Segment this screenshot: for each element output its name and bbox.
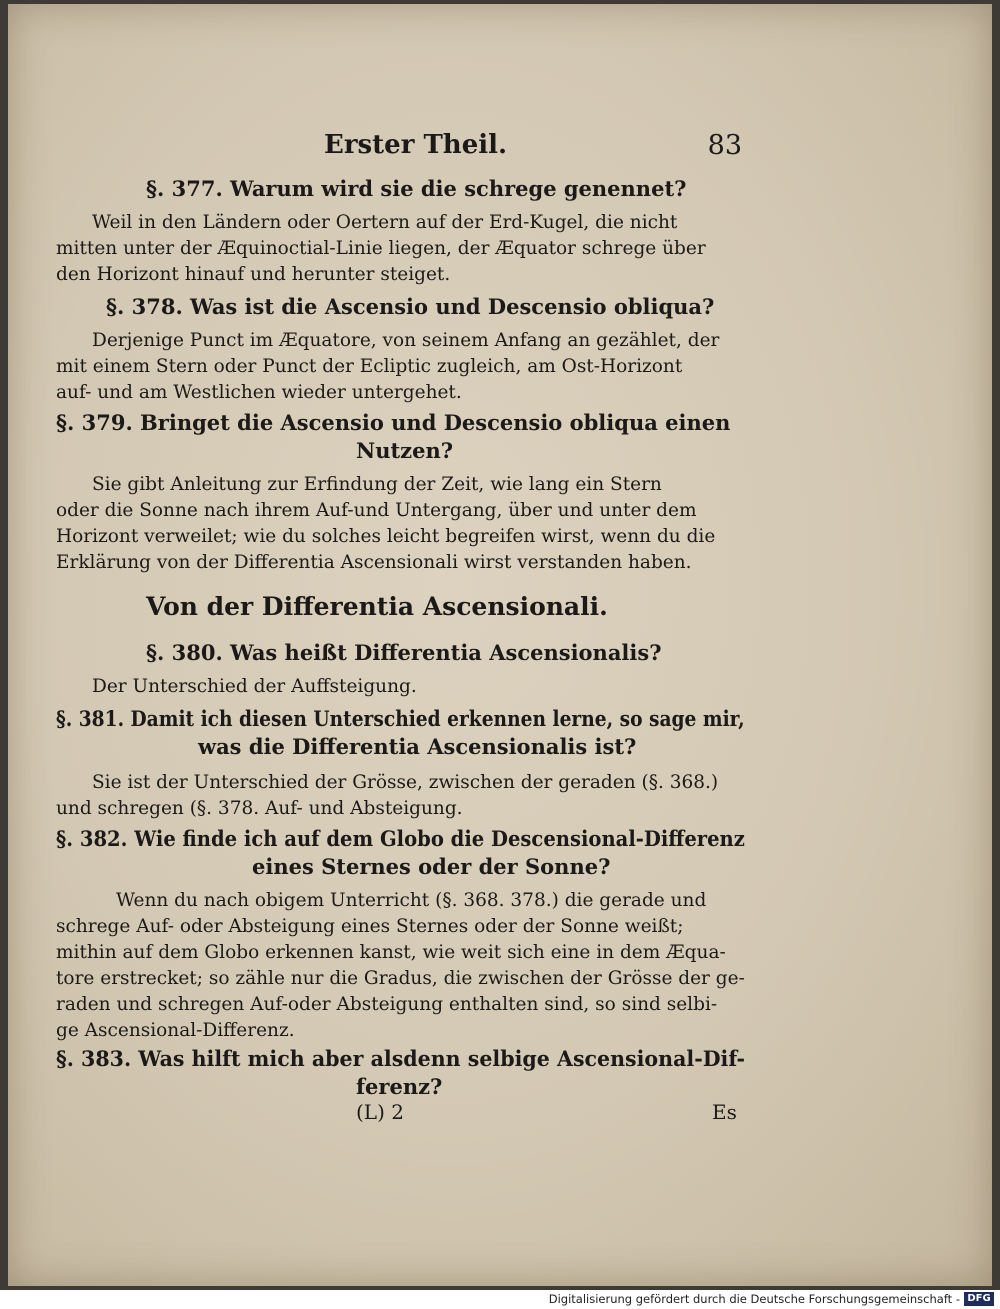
- question-380: §. 380. Was heißt Differentia Ascensionalis?: [146, 640, 662, 665]
- answer-378-line-3: auf- und am Westlichen wieder untergehet.: [56, 382, 462, 403]
- question-378: §. 378. Was ist die Ascensio und Descensio obliqua?: [106, 294, 715, 319]
- question-379-line-2: Nutzen?: [356, 438, 454, 463]
- answer-378-line-2: mit einem Stern oder Punct der Ecliptic zugleich, am Ost-Horizont: [56, 356, 683, 377]
- question-381-line-1: §. 381. Damit ich diesen Unterschied erkennen lerne, so sage mir,: [56, 706, 745, 731]
- answer-382-line-3: mithin auf dem Globo erkennen kanst, wie weit sich eine in dem Æqua-: [56, 942, 726, 963]
- answer-382-line-4: tore erstrecket; so zähle nur die Gradus, die zwischen der Grösse der ge-: [56, 968, 745, 989]
- question-379-line-1: §. 379. Bringet die Ascensio und Descensio obliqua einen: [56, 410, 731, 435]
- footer-credit: Digitalisierung gefördert durch die Deutsche Forschungsgemeinschaft -: [548, 1292, 960, 1306]
- catchword: Es: [712, 1100, 737, 1124]
- footer-bar: [0, 1290, 1000, 1309]
- answer-380-line-1: Der Unterschied der Auffsteigung.: [92, 676, 417, 697]
- running-title: Erster Theil.: [324, 130, 508, 160]
- answer-382-line-5: raden und schregen Auf-oder Absteigung enthalten sind, so sind selbi-: [56, 994, 718, 1015]
- answer-381-line-1: Sie ist der Unterschied der Grösse, zwischen der geraden (§. 368.): [92, 772, 719, 793]
- answer-377-line-2: mitten unter der Æquinoctial-Linie liegen, der Æquator schrege über: [56, 238, 706, 259]
- question-377: §. 377. Warum wird sie die schrege genennet?: [146, 176, 687, 201]
- question-382-line-2: eines Sternes oder der Sonne?: [252, 854, 611, 879]
- answer-379-line-1: Sie gibt Anleitung zur Erfindung der Zeit, wie lang ein Stern: [92, 474, 662, 495]
- section-heading: Von der Differentia Ascensionali.: [146, 592, 608, 621]
- answer-379-line-2: oder die Sonne nach ihrem Auf-und Untergang, über und unter dem: [56, 500, 697, 521]
- answer-379-line-3: Horizont verweilet; wie du solches leicht begreifen wirst, wenn du die: [56, 526, 716, 547]
- question-382-line-1: §. 382. Wie finde ich auf dem Globo die Descensional-Differenz: [56, 826, 745, 851]
- answer-379-line-4: Erklärung von der Differentia Ascensionali wirst verstanden haben.: [56, 552, 692, 573]
- answer-382-line-1: Wenn du nach obigem Unterricht (§. 368. 378.) die gerade und: [116, 890, 707, 911]
- answer-378-line-1: Derjenige Punct im Æquatore, von seinem Anfang an gezählet, der: [92, 330, 720, 351]
- running-header: [324, 130, 742, 166]
- dfg-logo: DFG: [964, 1292, 994, 1306]
- answer-382-line-6: ge Ascensional-Differenz.: [56, 1020, 295, 1041]
- answer-377-line-3: den Horizont hinauf und herunter steiget.: [56, 264, 451, 285]
- answer-377-line-1: Weil in den Ländern oder Oertern auf der Erd-Kugel, die nicht: [92, 212, 678, 233]
- signature-mark: (L) 2: [356, 1100, 404, 1124]
- question-381-line-2: was die Differentia Ascensionalis ist?: [198, 734, 637, 759]
- question-383-line-1: §. 383. Was hilft mich aber alsdenn selbige Ascensional-Dif-: [56, 1046, 746, 1071]
- question-383-line-2: ferenz?: [356, 1074, 443, 1099]
- answer-381-line-2: und schregen (§. 378. Auf- und Absteigung.: [56, 798, 463, 819]
- page-number: 83: [707, 130, 742, 161]
- answer-382-line-2: schrege Auf- oder Absteigung eines Sternes oder der Sonne weißt;: [56, 916, 684, 937]
